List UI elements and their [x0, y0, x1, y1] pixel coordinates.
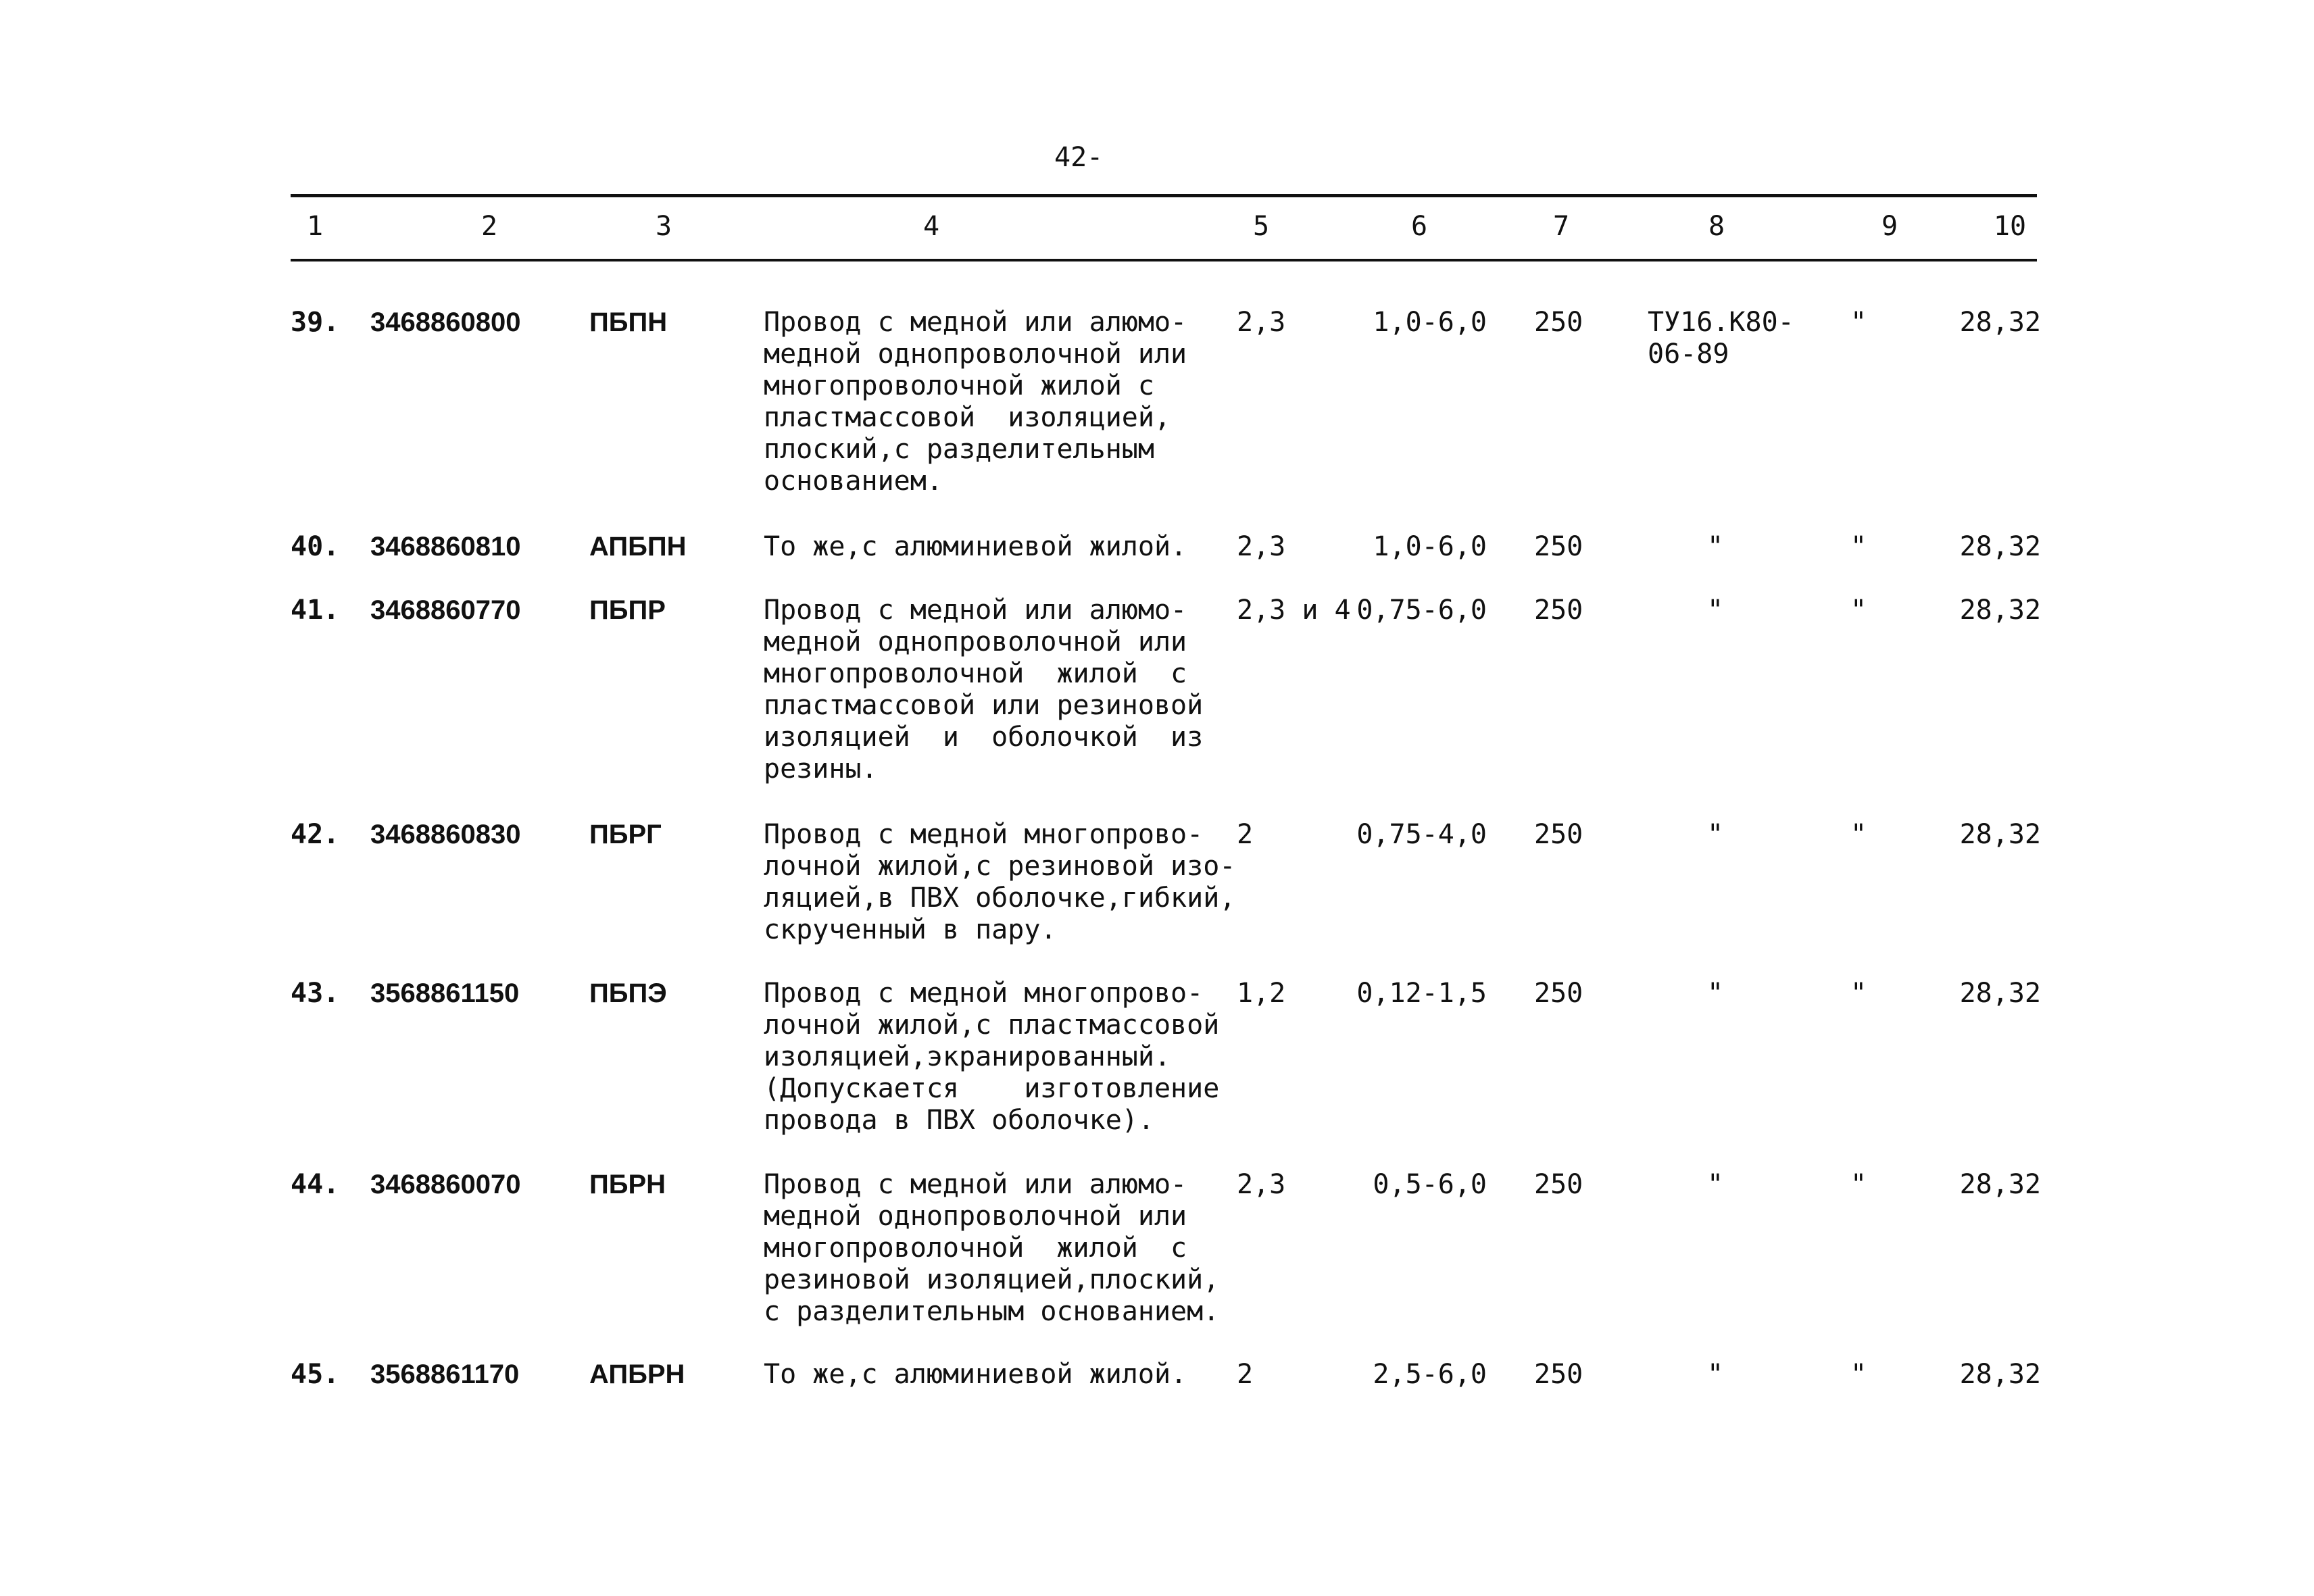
row-col8: ": [1706, 978, 1724, 1009]
row-col9: ": [1850, 531, 1867, 562]
row-mark: ПБПЭ: [589, 978, 667, 1008]
row-col5: 2: [1237, 1359, 1254, 1390]
row-col10: 28,32: [1959, 1169, 2041, 1200]
row-col5: 2: [1237, 819, 1254, 850]
row-col9: ": [1850, 978, 1867, 1009]
row-col8: ": [1706, 1359, 1724, 1390]
row-col9: ": [1850, 1359, 1867, 1390]
column-header-4: 4: [922, 211, 940, 242]
row-description: Провод с медной или алюмо- медной однопроволочной или многопроволочной жилой с резиновой изоляцией,плоский, с разделительным основанием.: [764, 1169, 1220, 1327]
row-code: 3468860800: [370, 307, 521, 337]
row-description: Провод с медной или алюмо- медной однопроволочной или многопроволочной жилой с пластмассовой или резиновой изоляцией и оболочкой из резины.: [764, 595, 1204, 784]
row-code: 3468860830: [370, 820, 521, 849]
row-col10: 28,32: [1959, 819, 2041, 850]
row-mark: ПБРН: [589, 1170, 666, 1199]
column-header-9: 9: [1881, 211, 1898, 242]
row-mark: АПБПН: [589, 532, 687, 562]
row-description: То же,с алюминиевой жилой.: [764, 1359, 1187, 1390]
row-col10: 28,32: [1959, 531, 2041, 562]
row-col10: 28,32: [1959, 307, 2041, 338]
row-col10: 28,32: [1959, 595, 2041, 626]
row-description: То же,с алюминиевой жилой.: [764, 531, 1187, 562]
row-number: 43.: [291, 978, 340, 1009]
table-header-rule: [291, 259, 2037, 261]
row-col8: ": [1706, 595, 1724, 626]
row-col7: 250: [1534, 531, 1583, 562]
column-header-8: 8: [1708, 211, 1725, 242]
row-code: 3568861170: [370, 1360, 520, 1389]
row-number: 44.: [291, 1169, 340, 1200]
row-code: 3468860770: [370, 595, 521, 625]
row-col8: ": [1706, 531, 1724, 562]
page-number: 42-: [1054, 142, 1104, 173]
row-col5: 1,2: [1237, 978, 1286, 1009]
column-header-2: 2: [481, 211, 498, 242]
row-col6: 1,0-6,0: [1373, 531, 1487, 562]
row-col9: ": [1850, 819, 1867, 850]
row-col9: ": [1850, 1169, 1867, 1200]
row-col6: 0,5-6,0: [1373, 1169, 1487, 1200]
table-top-rule: [291, 194, 2037, 197]
row-number: 42.: [291, 819, 340, 850]
row-code: 3468860070: [370, 1170, 521, 1199]
row-number: 40.: [291, 531, 340, 562]
column-header-1: 1: [306, 211, 324, 242]
row-col7: 250: [1534, 1359, 1583, 1390]
row-mark: АПБРН: [589, 1360, 685, 1389]
row-col7: 250: [1534, 307, 1583, 338]
column-header-6: 6: [1410, 211, 1428, 242]
row-col5: 2,3: [1237, 531, 1286, 562]
row-mark: ПБРГ: [589, 820, 662, 849]
row-description: Провод с медной многопрово- лочной жилой,с резиновой изо- ляцией,в ПВХ оболочке,гибкий, скрученный в пару.: [764, 819, 1236, 945]
row-col10: 28,32: [1959, 978, 2041, 1009]
row-col6: 0,75-4,0: [1356, 819, 1487, 850]
row-col8: ТУ16.К80- 06-89: [1648, 307, 1794, 370]
row-col7: 250: [1534, 595, 1583, 626]
column-header-7: 7: [1552, 211, 1570, 242]
row-col7: 250: [1534, 1169, 1583, 1200]
row-number: 41.: [291, 595, 340, 626]
row-col9: ": [1850, 595, 1867, 626]
row-col6: 2,5-6,0: [1373, 1359, 1487, 1390]
row-col6: 0,75-6,0: [1356, 595, 1487, 626]
row-col7: 250: [1534, 978, 1583, 1009]
row-col5: 2,3: [1237, 1169, 1286, 1200]
row-col6: 1,0-6,0: [1373, 307, 1487, 338]
column-header-5: 5: [1252, 211, 1270, 242]
row-col8: ": [1706, 819, 1724, 850]
row-col10: 28,32: [1959, 1359, 2041, 1390]
row-number: 39.: [291, 307, 340, 338]
column-header-3: 3: [655, 211, 672, 242]
row-col8: ": [1706, 1169, 1724, 1200]
row-code: 3568861150: [370, 978, 520, 1008]
row-number: 45.: [291, 1359, 340, 1390]
row-col7: 250: [1534, 819, 1583, 850]
row-mark: ПБПР: [589, 595, 666, 625]
row-code: 3468860810: [370, 532, 521, 562]
row-description: Провод с медной многопрово- лочной жилой,с пластмассовой изоляцией,экранированный. (Допускается изготовление провода в ПВХ оболочке).: [764, 978, 1220, 1136]
column-header-10: 10: [1993, 211, 2027, 242]
row-description: Провод с медной или алюмо- медной однопроволочной или многопроволочной жилой с пластмассовой изоляцией, плоский,с разделительным основанием.: [764, 307, 1187, 497]
row-col9: ": [1850, 307, 1867, 338]
row-col5: 2,3 и 4: [1237, 595, 1351, 626]
row-col5: 2,3: [1237, 307, 1286, 338]
row-mark: ПБПН: [589, 307, 668, 337]
row-col6: 0,12-1,5: [1356, 978, 1487, 1009]
